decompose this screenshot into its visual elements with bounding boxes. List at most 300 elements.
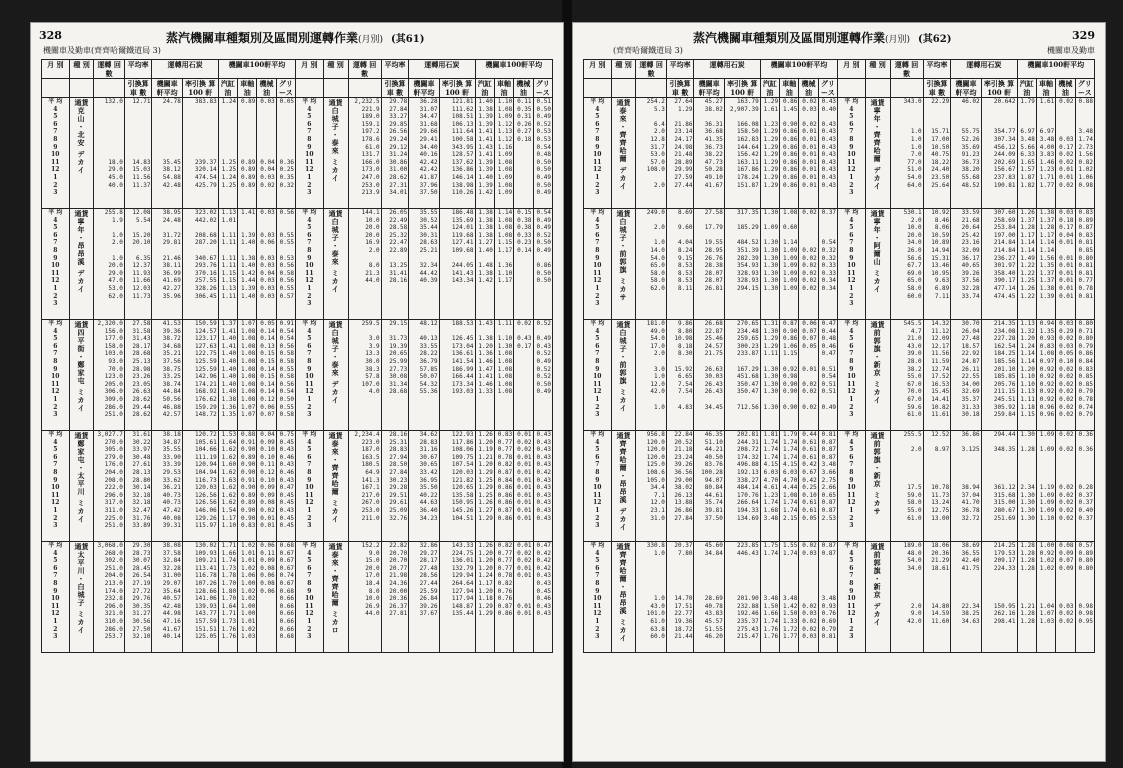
value-column: 294.44 348.35 361.12 315.68 315.00 280.67 251.69: [981, 431, 1017, 542]
category-cell: [69, 209, 94, 320]
category-cell: [865, 209, 890, 320]
route-label: 白城子・前郭旗 ミカイ: [619, 329, 629, 413]
value-column: 1.00 0.92 1.02 1.02 1.04 1.07 1.03: [1036, 542, 1055, 653]
hdr-rate: 平均率: [381, 60, 409, 79]
route-label: 前郭旗・新京 デカイ: [873, 551, 883, 627]
hdr-rate-sub: 引換算 車 數: [666, 79, 694, 98]
value-column: 132.0 18.0 29.0 45.0 40.0: [94, 98, 124, 209]
hdr-oil4: グリース: [533, 79, 552, 98]
route-label: 白城子・泰來 デカイ: [331, 329, 341, 405]
title-suffix: (月別): [358, 35, 384, 45]
data-table-right: [583, 59, 1095, 653]
value-column: 8.69 9.60 4.04 8.24 9.15 8.53 8.53 8.53 8.11: [666, 209, 694, 320]
month-column: 平 均 4 5 6 7 8 9 10 11 12 1 2 3: [838, 209, 866, 320]
value-column: 22.29 15.71 17.00 10.50 40.75 18.22 24.40 23.50 25.64: [923, 98, 951, 209]
value-column: 270.65 234.48 259.65 300.23 233.87 167.29 451.68 350.47 350.47 712.56: [724, 320, 760, 431]
value-column: 0.02 0.02 0.02 0.02 0.02 0.02 0.02: [1056, 431, 1075, 542]
value-column: 152.2 9.0 15.0 20.0 17.0 18.4 8.0 10.0 26.9 44.0: [348, 542, 381, 653]
hdr-oil3: 機械油: [514, 79, 533, 98]
value-column: 330.8 1.0 1.0 43.0 101.0 61.0 63.8 60.0: [636, 542, 666, 653]
title-text: 蒸汽機關車種類別及區間別運轉作業: [693, 31, 886, 45]
category-cell: [611, 431, 636, 542]
category-label: 通貨: [74, 98, 89, 107]
value-column: 0.05 0.14 0.14 0.13 0.15 0.15 0.14 0.15 0.14 0.14 0.12 0.06 0.07: [257, 320, 276, 431]
value-column: 0.06 0.11 0.09 0.08 0.06 0.08 0.06: [257, 542, 276, 653]
category-cell: [69, 98, 94, 209]
hdr-oil2: 車軸油: [238, 79, 257, 98]
category-label: 通貨: [870, 320, 885, 329]
hdr-coal: 運轉用石炭: [951, 60, 1017, 79]
category-label: 通貨: [328, 542, 343, 551]
value-column: 143.33 224.75 136.01 132.79 129.94 264.64 127.94 117.94 148.87 135.44: [439, 542, 475, 653]
value-column: 0.56 0.55 0.55 0.53 0.56 0.58 0.56 0.55 0.57: [276, 209, 295, 320]
value-column: 1.07 1.08 1.08 1.08 1.08 1.08 1.08 1.08 1.08 1.08 1.08 1.07 1.07: [238, 320, 257, 431]
value-column: 0.81 0.87 0.87 0.87 3.48 3.66 2.75 2.66 0.65 0.87 0.87 2.53: [818, 431, 837, 542]
route-label: 泰來・齊齊哈爾 ミカロ: [331, 551, 341, 635]
value-column: 0.37 0.54 0.32 0.32 0.33 0.33 0.34 0.34: [818, 209, 837, 320]
hdr-category: 種 別: [69, 60, 94, 79]
category-label: 通貨: [328, 98, 343, 107]
route-label: 齊齊哈爾・昂昂溪 デカイ: [619, 440, 629, 532]
hdr-coal-sub1: 機關車 軒平均: [694, 79, 724, 98]
category-cell: [865, 542, 890, 653]
route-label: 泰來・齊齊哈爾 ミカイ: [331, 440, 341, 524]
value-column: 1.79 6.97 3.48 5.66 6.33 1.65 1.57 1.87 1.82: [1017, 98, 1036, 209]
month-column: 平 均 4 5 6 7 8 9 10 11 12 1 2 3: [42, 320, 70, 431]
value-column: 36.28 31.07 34.47 31.68 29.66 29.41 34.40 40.16 42.42 42.42 41.87 37.96 37.50: [409, 98, 439, 209]
table-body-right: [584, 98, 1095, 653]
value-column: 202.81 244.31 208.72 174.32 496.88 192.13 338.27 484.14 170.76 266.64 194.33 134.69: [724, 431, 760, 542]
value-column: 10.92 8.46 8.06 10.59 10.89 14.94 15.31 13.46 10.95 9.63 6.89 7.11: [923, 209, 951, 320]
hdr-rate-sub: 引換算 車 數: [381, 79, 409, 98]
hdr-oil2: 車軸油: [1036, 79, 1055, 98]
table-row: [584, 431, 1095, 542]
value-column: 0.57 0.89 0.80 0.80 0.98 0.98 0.95: [1075, 542, 1094, 653]
category-label: 通貨: [328, 320, 343, 329]
table-row: [42, 320, 553, 431]
hdr-oil4: グリース: [276, 79, 295, 98]
month-column: 平 均 4 5 6 7 8 9 10 11 12 1 2 3: [584, 98, 612, 209]
category-cell: [323, 542, 348, 653]
value-column: 0.83 0.89 0.87 0.83 0.81 0.85 0.80 0.81 0.81 0.77 0.78 0.81: [1075, 209, 1094, 320]
category-label: 通貨: [328, 209, 343, 218]
hdr-oil1: 汽缸油: [760, 79, 779, 98]
value-column: 122.93 117.86 108.06 109.75 107.54 120.03 121.82 120.65 135.58 150.95 145.26 104.51: [439, 431, 475, 542]
route-label: 寧年・齊齊哈爾 デカイ: [873, 107, 883, 191]
hdr-runs: 運轉 回數: [636, 60, 666, 79]
value-column: 3,027.7 270.0 305.0 279.0 176.0 204.0 208.0 222.0 296.0 317.0 311.0 225.0 251.0: [94, 431, 124, 542]
month-column: 平 均 4 5 6 7 8 9 10 11 12 1 2 3: [42, 209, 70, 320]
title-text: 蒸汽機關車種類別及區間別運轉作業: [166, 31, 359, 45]
value-column: 36.86 3.125 38.94 37.04 41.70 36.78 32.72: [951, 431, 981, 542]
page-title-right: [693, 29, 951, 46]
value-column: 1.30 1.28 2.34 1.30 1.30 1.30 1.30: [1017, 431, 1036, 542]
page-number-right: 329: [1072, 29, 1095, 42]
category-label: 通貨: [616, 542, 631, 551]
route-label: 前郭旗・新京 ミカイ: [873, 329, 883, 405]
category-label: 通貨: [74, 542, 89, 551]
route-label: 鄭家屯・太平川 ミカイ: [77, 440, 87, 524]
hdr-coal: 運轉用石炭: [694, 60, 760, 79]
value-column: 1.24 1.25 1.25 1.24 1.25: [218, 98, 237, 209]
hdr-rate-sub: 引換算 車 數: [923, 79, 951, 98]
value-column: 0.02 0.03 0.17 0.02 0.02 0.01 0.01 0.02: [1056, 98, 1075, 209]
sheet-number: (其61): [391, 34, 425, 45]
value-column: 0.02 0.02 0.02 0.02 0.02 0.02 0.02: [799, 209, 818, 320]
table-row: [42, 542, 553, 653]
value-column: 27.64 1.29 21.86 23.14 24.17 24.98 21.48 28.89 29.99 27.59 27.44: [666, 98, 694, 209]
value-column: 0.44 0.61 0.61 0.61 0.42 0.67 0.42 0.25 0.10 0.61 0.61 0.05: [799, 431, 818, 542]
value-column: 38.08 37.58 32.84 32.28 31.00 29.07 35.64 40.57 42.48 44.98 47.16 41.67 40.14: [152, 542, 182, 653]
value-column: 29.78 27.84 33.27 29.85 26.56 29.24 29.12 31.24 30.86 31.00 28.62 27.31 34.01: [381, 98, 409, 209]
value-column: 0.15 0.38 0.38 0.33 0.23 0.14: [514, 209, 533, 320]
route-label: 白城子・前郭旗 ミカサ: [619, 218, 629, 302]
value-column: 1.02 1.01 1.01 1.02 1.06 1.00 1.02 1.02 1.00 1.00 1.01 1.02 1.03: [238, 542, 257, 653]
value-column: 28.16 25.31 28.83 27.94 28.50 27.84 30.23 29.28 29.51 29.61 25.09 32.76: [381, 431, 409, 542]
value-column: 0.43 0.43 0.43 0.43 0.43 0.42 0.43 0.43 0.43 0.43 0.43 0.43: [533, 431, 552, 542]
category-cell: [69, 320, 94, 431]
category-label: 通貨: [74, 431, 89, 440]
value-column: 2,232.5 221.9 189.0 159.1 197.2 178.6 61.0 131.7 166.0 173.0 247.0 253.0 213.9: [348, 98, 381, 209]
value-column: 0.52 0.49 0.43 0.52 0.49 0.52 0.52 0.50 0.49: [533, 320, 552, 431]
value-column: 1.38 1.37 1.28 1.17 1.14 1.14 1.56 1.35 1.37 1.37 1.38 1.39: [1036, 209, 1055, 320]
month-column: 平 均 4 5 6 7 8 9 10 11 12 1 2 3: [584, 209, 612, 320]
value-column: 956.8 120.0 120.0 120.0 125.0 108.6 105.0 34.4 7.1 12.0 23.1 31.0: [636, 431, 666, 542]
hdr-rate: 平均率: [666, 60, 694, 79]
hdr-coal-sub1: 機關車 軒平均: [152, 79, 182, 98]
month-column: 平 均 4 5 6 7 8 9 10 11 12 1 2 3: [584, 431, 612, 542]
value-column: 0.06 0.07 0.07 0.05 0.01 0.02 0.02 0.02: [799, 320, 818, 431]
hdr-month: 月 別: [42, 60, 70, 79]
value-column: 0.03 0.29 0.02 0.03 0.05 0.10 0.02 0.02 0.02 0.02 0.02 0.02 0.02: [1056, 320, 1075, 431]
month-column: 平 均 4 5 6 7 8 9 10 11 12 1 2 3: [296, 320, 324, 431]
value-column: 30.70 26.04 27.48 18.57 22.92 24.87 26.11 22.55 34.00 32.69 35.37 31.33 30.18: [951, 320, 981, 431]
value-column: 22.84 20.52 21.18 23.24 39.26 36.56 29.00 38.02 26.13 13.88 26.86 27.84: [666, 431, 694, 542]
route-label: 白城子・泰來 ミカイ: [331, 107, 341, 183]
value-column: 181.0 49.0 54.0 17.0 2.0 3.0 1.0 12.0 42.0 1.0: [636, 320, 666, 431]
hdr-oil2: 車軸油: [780, 79, 799, 98]
data-table-left: [41, 59, 553, 653]
value-column: 0.75 0.45 0.43 0.46 0.43 0.46 0.43 0.47 0.45 0.45 0.43 0.45 0.45: [276, 431, 295, 542]
category-cell: [611, 542, 636, 653]
value-column: 1.13 1.32 1.20 1.24 1.14 1.14 1.20 1.10 1.10 1.13 1.11 1.18 1.15: [1017, 320, 1036, 431]
month-column: 平 均 4 5 6 7 8 9 10 11 12 1 2 3: [296, 209, 324, 320]
title-suffix: (月別): [885, 35, 911, 45]
hdr-runs: 運轉 回數: [890, 60, 923, 79]
table-row: [584, 98, 1095, 209]
month-column: 平 均 4 5 6 7 8 9 10 11 12 1 2 3: [838, 320, 866, 431]
hdr-per100: 機關車100軒平均: [475, 60, 552, 79]
value-column: 0.05 0.36 0.25 0.35 0.32: [276, 98, 295, 209]
value-column: 38.18 34.87 35.55 33.90 33.39 29.53 33.62 36.21 40.73 40.73 47.42 40.08 39.31: [152, 431, 182, 542]
hdr-month: 月 別: [296, 60, 324, 79]
value-column: 1.10 1.08 1.09 1.12 1.13 1.12 1.16 1.09 1.08 1.08 1.09 1.08 1.09: [494, 98, 513, 209]
value-column: 1.30 1.09 1.30 1.30 1.30 1.30 1.30 1.30 1.30: [760, 209, 779, 320]
value-column: 12.52 8.97 10.78 11.73 13.24 12.75 13.00: [923, 431, 951, 542]
value-column: 20.37 7.80 14.70 17.51 22.77 19.36 18.72 21.44: [666, 542, 694, 653]
value-column: 1.26 1.37 1.28 1.17 1.14 1.14 1.49 1.22 1.22 1.25 1.26 1.22: [1017, 209, 1036, 320]
value-column: 0.36 0.36 0.28 0.37 0.37 0.40 0.37: [1075, 431, 1094, 542]
value-column: 1.79 1.74 1.74 1.74 4.15 6.03 4.70 4.44 1.08 1.74 1.74 2.15: [780, 431, 799, 542]
value-column: 38.69 36.55 42.40 41.75 22.34 38.25 34.63: [951, 542, 981, 653]
category-cell: [611, 98, 636, 209]
value-column: 34.62 28.83 31.16 30.67 30.65 33.42 36.95 35.50 40.22 44.63 36.40 34.23: [409, 431, 439, 542]
hdr-coal-sub2: 率引換 算100 軒: [182, 79, 218, 98]
value-column: 150.59 124.57 123.17 127.63 122.75 125.59 125.59 142.96 174.21 168.92 176.62 159.29 148.72: [182, 320, 218, 431]
hdr-rate-sub: 引換算 車 數: [124, 79, 152, 98]
value-column: 0.01 0.02 0.02 0.01 0.01 0.01 0.01 0.01 0.01 0.01 0.01 0.01: [514, 431, 533, 542]
hdr-per100: 機關車100軒平均: [760, 60, 837, 79]
value-column: 144.1 10.0 20.0 20.0 16.9 2.0 8.0 21.3 44.0: [348, 209, 381, 320]
category-label: 通貨: [616, 98, 631, 107]
value-column: 189.0 48.0 54.0 34.0 2.0 9.0 42.0: [890, 542, 923, 653]
hdr-oil2: 車軸油: [494, 79, 513, 98]
month-column: 平 均 4 5 6 7 8 9 10 11 12 1 2 3: [838, 542, 866, 653]
hdr-category: 種 別: [611, 60, 636, 79]
hdr-oil3: 機械油: [1056, 79, 1075, 98]
value-column: 1.53 1.64 1.62 1.62 1.60 1.62 1.63 1.62 1.62 1.62 1.54 1.17 1.10: [218, 431, 237, 542]
hdr-rate: 平均率: [923, 60, 951, 79]
value-column: 0.43 0.40 0.43 0.43 0.43 0.43 0.43 0.43 0.43 0.43 0.43: [818, 98, 837, 209]
hdr-coal-sub2: 率引換 算100 軒: [724, 79, 760, 98]
value-column: 3,068.0 268.0 302.0 251.0 204.0 213.0 174.0 232.8 296.0 321.0 310.0 286.0 253.7: [94, 542, 124, 653]
value-column: 41.53 39.36 38.72 34.68 35.21 37.56 38.75 33.25 38.74 44.84 50.56 46.88 42.57: [152, 320, 182, 431]
month-column: 平 均 4 5 6 7 8 9 10 11 12 1 2 3: [296, 98, 324, 209]
value-column: 18.06 20.36 21.29 18.61 14.80 14.59 11.60: [923, 542, 951, 653]
value-column: 24.78 35.45 38.12 54.88 42.48: [152, 98, 182, 209]
value-column: 1.55 1.74 3.48 1.42 1.50 1.33 1.72 1.77: [780, 542, 799, 653]
value-column: 254.2 5.3 6.4 2.0 12.8 31.7 53.0 57.0 108.0 2.0: [636, 98, 666, 209]
value-column: 0.03 0.03 0.06 0.03 0.03 0.04 0.03 0.03 0.03: [257, 209, 276, 320]
value-column: 307.60 258.69 253.84 197.00 214.84 214.84 236.27 301.97 358.40 390.17 477.14 474.45: [981, 209, 1017, 320]
table-row: [584, 320, 1095, 431]
value-column: 1.61 6.97 3.48 4.00 3.83 1.46 1.23 1.71 1.77: [1036, 98, 1055, 209]
hdr-coal-sub2: 率引換 算100 軒: [439, 79, 475, 98]
value-column: 0.89 0.89 0.89 0.89 0.89: [238, 98, 257, 209]
value-column: 1.43 1.38 1.20 1.36 1.46 1.47 1.41 1.46 1.33: [475, 320, 494, 431]
value-column: 1.38 1.38 1.38 1.38 1.27 1.40 1.48 1.38 1.42: [475, 209, 494, 320]
category-label: 通貨: [870, 431, 885, 440]
value-column: 0.54 0.49 0.49 0.52 0.50 0.49 0.86 0.50 0.50: [533, 209, 552, 320]
hdr-runs: 運轉 回數: [348, 60, 381, 79]
category-cell: [323, 98, 348, 209]
value-column: 31.61 30.22 33.97 30.48 27.61 28.13 28.80 30.14 32.18 32.18 32.47 31.76 33.89: [124, 431, 152, 542]
value-column: 317.35 185.29 484.52 351.39 282.39 354.93 328.93 328.93 294.15: [724, 209, 760, 320]
category-label: 通貨: [870, 542, 885, 551]
value-column: 0.87 0.90 0.86 1.06 1.15 0.92 0.98 0.90 0.90 0.90: [780, 320, 799, 431]
value-column: 0.91 0.54 0.54 0.56 0.58 0.58 0.55 0.58 0.56 0.54 0.50 0.55 0.58: [276, 320, 295, 431]
category-label: 通貨: [870, 98, 885, 107]
hdr-month: 月 別: [838, 60, 866, 79]
value-column: 35.55 30.52 35.44 30.31 28.63 25.21 32.34 44.42 40.39: [409, 209, 439, 320]
right-page: [572, 22, 1106, 762]
hdr-oil1: 汽缸油: [1017, 79, 1036, 98]
value-column: 249.0 2.0 1.0 14.0 54.0 65.0 58.0 58.0 62.0: [636, 209, 666, 320]
table-row: [584, 209, 1095, 320]
value-column: 1.71 1.66 1.74 1.73 1.78 1.70 1.80 1.70 1.64 1.71 1.73 1.76 1.76: [218, 542, 237, 653]
category-cell: [611, 209, 636, 320]
value-column: 323.02 442.02 208.68 287.20 340.67 293.76 370.16 257.55 328.26 306.45: [182, 209, 218, 320]
value-column: 46.35 51.10 44.21 40.50 83.76 100.28 94.07 80.84 44.61 35.74 39.81 37.50: [694, 431, 724, 542]
value-column: 1.75 1.74 3.48 1.50 1.66 1.74 1.76 1.76: [760, 542, 779, 653]
value-column: 0.03 0.04 0.04 0.03 0.02: [257, 98, 276, 209]
value-column: 214.35 234.08 227.28 162.54 184.25 185.56 201.10 185.85 205.76 211.15 245.51 305.92 259.84: [981, 320, 1017, 431]
table-row: [42, 431, 553, 542]
category-cell: [323, 431, 348, 542]
sheet-number: (其62): [918, 34, 952, 45]
hdr-oil4: グリース: [1075, 79, 1094, 98]
value-column: 1.29 1.61 1.23 1.29 1.29 1.29 1.29 1.29 1.29 1.29 1.29: [760, 98, 779, 209]
value-column: 14.32 11.12 12.09 12.17 11.56 11.59 12.74 17.52 16.53 15.45 14.41 10.82 11.61: [923, 320, 951, 431]
value-column: 29.15 31.73 19.39 20.65 25.99 27.73 30.08 31.34 28.68: [381, 320, 409, 431]
value-column: 0.86 1.45 0.90 0.86 0.86 0.86 0.86 0.86 0.86 0.86 0.86: [780, 98, 799, 209]
value-column: 45.60 34.84 28.69 40.78 43.83 45.57 51.55 46.20: [694, 542, 724, 653]
value-column: 343.0 1.0 1.0 1.0 7.0 77.0 51.0 54.0 64.0: [890, 98, 923, 209]
value-column: 0.08 0.09 0.07 0.09 0.03 0.02 0.02: [1056, 542, 1075, 653]
value-column: 1.13 1.01 1.11 1.11 1.11 1.11 1.15 1.15 1.13 1.11: [218, 209, 237, 320]
value-column: 255.5 2.0 17.5 59.0 58.0 55.0 61.0: [890, 431, 923, 542]
value-column: 26.68 22.87 25.46 24.57 21.75 26.63 30.03 26.43 26.43 34.45: [694, 320, 724, 431]
value-column: 12.71 14.83 15.03 11.56 11.37: [124, 98, 152, 209]
hdr-coal-sub2: 率引換 算100 軒: [981, 79, 1017, 98]
value-column: 9.86 8.80 10.98 8.18 8.30 15.92 6.65 7.54 7.54 4.83: [666, 320, 694, 431]
value-column: 1.41 1.39 1.40 1.38 1.40 1.42 1.44 1.39 1.40: [238, 209, 257, 320]
value-column: 27.58 31.58 31.43 28.17 28.68 25.13 28.98 23.26 23.05 26.63 28.62 29.44 28.62: [124, 320, 152, 431]
route-label: 四平街・鄭家屯 ミカイ: [77, 329, 87, 413]
value-column: 186.48 135.69 124.01 119.68 127.41 109.68 244.05 141.43 143.34: [439, 209, 475, 320]
hdr-oil4: グリース: [818, 79, 837, 98]
value-column: 48.12 40.13 33.55 28.22 36.79 57.85 50.07 54.32 55.36: [409, 320, 439, 431]
category-label: 通貨: [328, 431, 343, 440]
value-column: 0.88 3.48 1.74 2.73 1.56 0.82 1.02 1.06 0.98: [1075, 98, 1094, 209]
hdr-rate: 平均率: [124, 60, 152, 79]
value-column: 0.80 0.71 0.80 0.79 0.86 0.84 0.83 0.85 0.85 0.79 0.78 0.74 0.79: [1075, 320, 1094, 431]
category-cell: [323, 320, 348, 431]
value-column: 1.28 1.28 1.28 1.28 1.21 1.28 1.28: [1017, 542, 1036, 653]
value-column: 1.26 1.20 1.20 1.20 1.24 1.17 1.20 1.18 1.29 1.29: [475, 542, 494, 653]
hdr-per100: 機關車100軒平均: [1017, 60, 1094, 79]
hdr-month: 月 別: [584, 60, 612, 79]
value-column: 0.51 0.50 0.49 0.52 0.53 0.53 0.54 0.48 0.50 0.50 0.49 0.50 0.49: [533, 98, 552, 209]
value-column: 0.68 0.67 0.67 0.67 0.74 0.67 0.68 0.66 0.66 0.66 0.66 0.66 0.68: [276, 542, 295, 653]
value-column: 1.40 1.38 1.39 1.39 1.41 1.41 1.43 1.41 1.39 1.39 1.40 1.39 1.42: [475, 98, 494, 209]
value-column: 163.79 2,907.39 166.08 158.50 162.83 144.64 156.42 163.11 167.86 178.24 151.87: [724, 98, 760, 209]
hdr-per100: 機關車100軒平均: [218, 60, 295, 79]
hdr-category: 種 別: [865, 60, 890, 79]
category-cell: [865, 320, 890, 431]
category-cell: [69, 431, 94, 542]
category-label: 通貨: [870, 209, 885, 218]
value-column: 1.09 1.09 1.19 1.09 1.09 1.09 1.10: [1036, 431, 1055, 542]
value-column: 46.02 55.75 52.26 35.69 91.23 36.73 38.20 55.68 48.52: [951, 98, 981, 209]
hdr-category: 種 別: [323, 60, 348, 79]
value-column: 0.02 0.43 0.17: [514, 320, 533, 431]
route-label: 白城子・泰來 ミカイ: [331, 218, 341, 294]
value-column: 27.58 17.79 19.55 28.95 26.76 28.38 28.07 28.07 26.81: [694, 209, 724, 320]
hdr-oil1: 汽缸油: [475, 79, 494, 98]
table-row: [584, 542, 1095, 653]
value-column: 0.02 0.03 0.02 0.01 0.01 0.01 0.01 0.01 0.01 0.01 0.01: [799, 98, 818, 209]
table-body-left: [42, 98, 553, 653]
caption-right: (齊齊哈爾鐵道局 3): [613, 46, 683, 55]
value-column: 20.642 354.77 307.34 456.12 244.09 202.69 156.67 237.83 190.81: [981, 98, 1017, 209]
value-column: 12.08 5.54 15.20 20.10 6.35 12.37 11.93 11.66 12.03 11.73: [124, 209, 152, 320]
category-cell: [323, 209, 348, 320]
route-label: 寧年・昂昂溪 デカイ: [77, 218, 87, 294]
value-column: 2,234.4 223.0 187.0 163.5 180.5 64.9 141.3 167.1 217.0 267.0 253.0 211.0: [348, 431, 381, 542]
value-column: 38.95 24.48 31.72 29.81 21.46 38.11 36.99 41.69 42.27 35.96: [152, 209, 182, 320]
caption-right-edge: 機關車及勤車: [1047, 46, 1095, 55]
value-column: 0.04 0.09 0.10 0.10 0.11 0.12 0.10 0.09 0.09 0.08 0.02 0.01 0.01: [257, 431, 276, 542]
value-column: 120.72 105.61 104.66 111.19 120.94 104.94 116.73 120.03 126.56 126.56 146.06 129.26 115.97: [182, 431, 218, 542]
value-column: 0.02 0.03 0.02 0.03 0.02 0.02 0.03: [799, 542, 818, 653]
value-column: 1.81 1.74 1.74 1.74 4.15 6.03 4.70 4.61 1.23 1.74 1.68 3.48: [760, 431, 779, 542]
route-label: 寧年・阿爾山 ミカイ: [873, 218, 883, 294]
value-column: 0.47 0.44 0.48 0.46 0.47 0.51 0.54 0.51 0.51 0.49: [818, 320, 837, 431]
value-column: 214.25 179.53 209.17 224.33 150.95 262.16 298.41: [981, 542, 1017, 653]
caption-left: 機關車及勤車(齊齊哈爾鐵道局 3): [43, 46, 161, 55]
value-column: 1.14 1.08 1.08 1.08 1.15 1.17 1.36 1.10 1.17: [494, 209, 513, 320]
route-label: 克山・北安 デカイ: [77, 107, 87, 175]
category-cell: [865, 98, 890, 209]
value-column: 1.11 1.10 1.30 1.08 1.08 1.08 1.08 1.08 1.08: [494, 320, 513, 431]
value-column: 1.26 1.20 1.19 1.21 1.20 1.29 1.25 1.29 1.25 1.26 1.27 1.29: [475, 431, 494, 542]
value-column: 33.59 21.68 20.64 25.42 23.16 32.09 36.17 40.65 39.26 37.56 32.28 33.74: [951, 209, 981, 320]
hdr-coal-sub1: 機關車 軒平均: [409, 79, 439, 98]
value-column: 121.81 111.62 108.51 106.13 111.64 100.58 343.95 128.57 137.62 136.86 146.14 138.98 110.26: [439, 98, 475, 209]
page-number-left: 328: [39, 29, 62, 42]
value-column: 130.02 109.93 109.21 113.41 116.78 107.26 128.66 141.06 139.93 143.77 157.59 151.51 125.05: [182, 542, 218, 653]
value-column: 0.03 0.18 0.17 0.04 0.01 0.01 0.01 0.01 0.01 0.01 0.01: [1056, 209, 1075, 320]
category-cell: [865, 431, 890, 542]
value-column: 383.83 239.37 320.14 474.54 425.79: [182, 98, 218, 209]
value-column: 0.47 0.42 0.42 0.42 0.43 0.43 0.45 0.46 0.43 0.43: [533, 542, 552, 653]
month-column: 平 均 4 5 6 7 8 9 10 11 12 1 2 3: [584, 542, 612, 653]
value-column: 29.30 28.73 30.07 28.45 26.54 27.19 27.72 29.76 30.35 31.27 30.56 27.50 32.10: [124, 542, 152, 653]
category-label: 通貨: [616, 431, 631, 440]
page-title-left: [166, 29, 424, 46]
value-column: 0.83 0.77 0.77 0.78 0.82 0.87 0.84 0.86 0.86 0.86 0.87 0.86: [494, 431, 513, 542]
month-column: 平 均 4 5 6 7 8 9 10 11 12 1 2 3: [296, 542, 324, 653]
table-row: [42, 98, 553, 209]
value-column: 22.82 20.70 20.70 20.77 21.98 24.36 20.00 20.36 26.37 27.81: [381, 542, 409, 653]
value-column: 255.8 1.9 1.0 2.0 1.0 20.0 29.0 47.0 53.0 62.0: [94, 209, 124, 320]
route-label: 泰來・齊齊哈爾 デカイ: [619, 107, 629, 191]
value-column: 0.94 1.35 0.93 0.83 1.08 0.97 0.92 0.92 0.92 0.92 0.92 0.96 0.96: [1036, 320, 1055, 431]
value-column: 0.88 0.91 0.90 0.89 0.90 0.90 0.91 0.90 0.89 0.89 0.90 0.90 0.83: [238, 431, 257, 542]
value-column: 2,320.0 156.0 177.0 158.0 103.0 93.0 70.0 123.0 205.0 306.0 309.0 286.0 251.0: [94, 320, 124, 431]
value-column: 0.11 0.35 0.31 0.26 0.27 0.18: [514, 98, 533, 209]
month-column: 平 均 4 5 6 7 8 9 10 11 12 1 2 3: [42, 542, 70, 653]
hdr-coal: 運轉用石炭: [409, 60, 475, 79]
value-column: 259.5 3.0 3.9 13.3 30.0 38.3 57.8 107.0 4.0: [348, 320, 381, 431]
value-column: 1.08 0.60 1.14 1.09 1.09 1.09 1.09 1.09 1.09: [780, 209, 799, 320]
hdr-oil3: 機械油: [257, 79, 276, 98]
value-column: 1.37 1.41 1.40 1.41 1.40 1.40 1.40 1.40 1.40 1.40 1.38 1.36 1.35: [218, 320, 237, 431]
value-column: 32.86 29.27 28.17 27.48 28.56 27.44 25.59 26.84 39.26 37.67: [409, 542, 439, 653]
category-cell: [69, 542, 94, 653]
hdr-coal: 運轉用石炭: [152, 60, 218, 79]
value-column: 0.87 0.87 3.48 0.93 0.76 0.69 0.79 0.81: [818, 542, 837, 653]
month-column: 平 均 4 5 6 7 8 9 10 11 12 1 2 3: [838, 431, 866, 542]
category-cell: [611, 320, 636, 431]
route-label: 前郭旗・新京 ミカサ: [873, 440, 883, 516]
value-column: 26.05 22.49 28.58 25.32 22.47 22.89 13.25 31.41 28.16: [381, 209, 409, 320]
value-column: 545.5 4.7 21.0 43.0 39.0 28.0 38.2 55.0 67.0 70.0 67.0 59.6 61.0: [890, 320, 923, 431]
value-column: 223.85 446.43 201.90 232.88 192.46 235.37 275.43 215.47: [724, 542, 760, 653]
category-label: 通貨: [74, 209, 89, 218]
category-label: 通貨: [616, 320, 631, 329]
